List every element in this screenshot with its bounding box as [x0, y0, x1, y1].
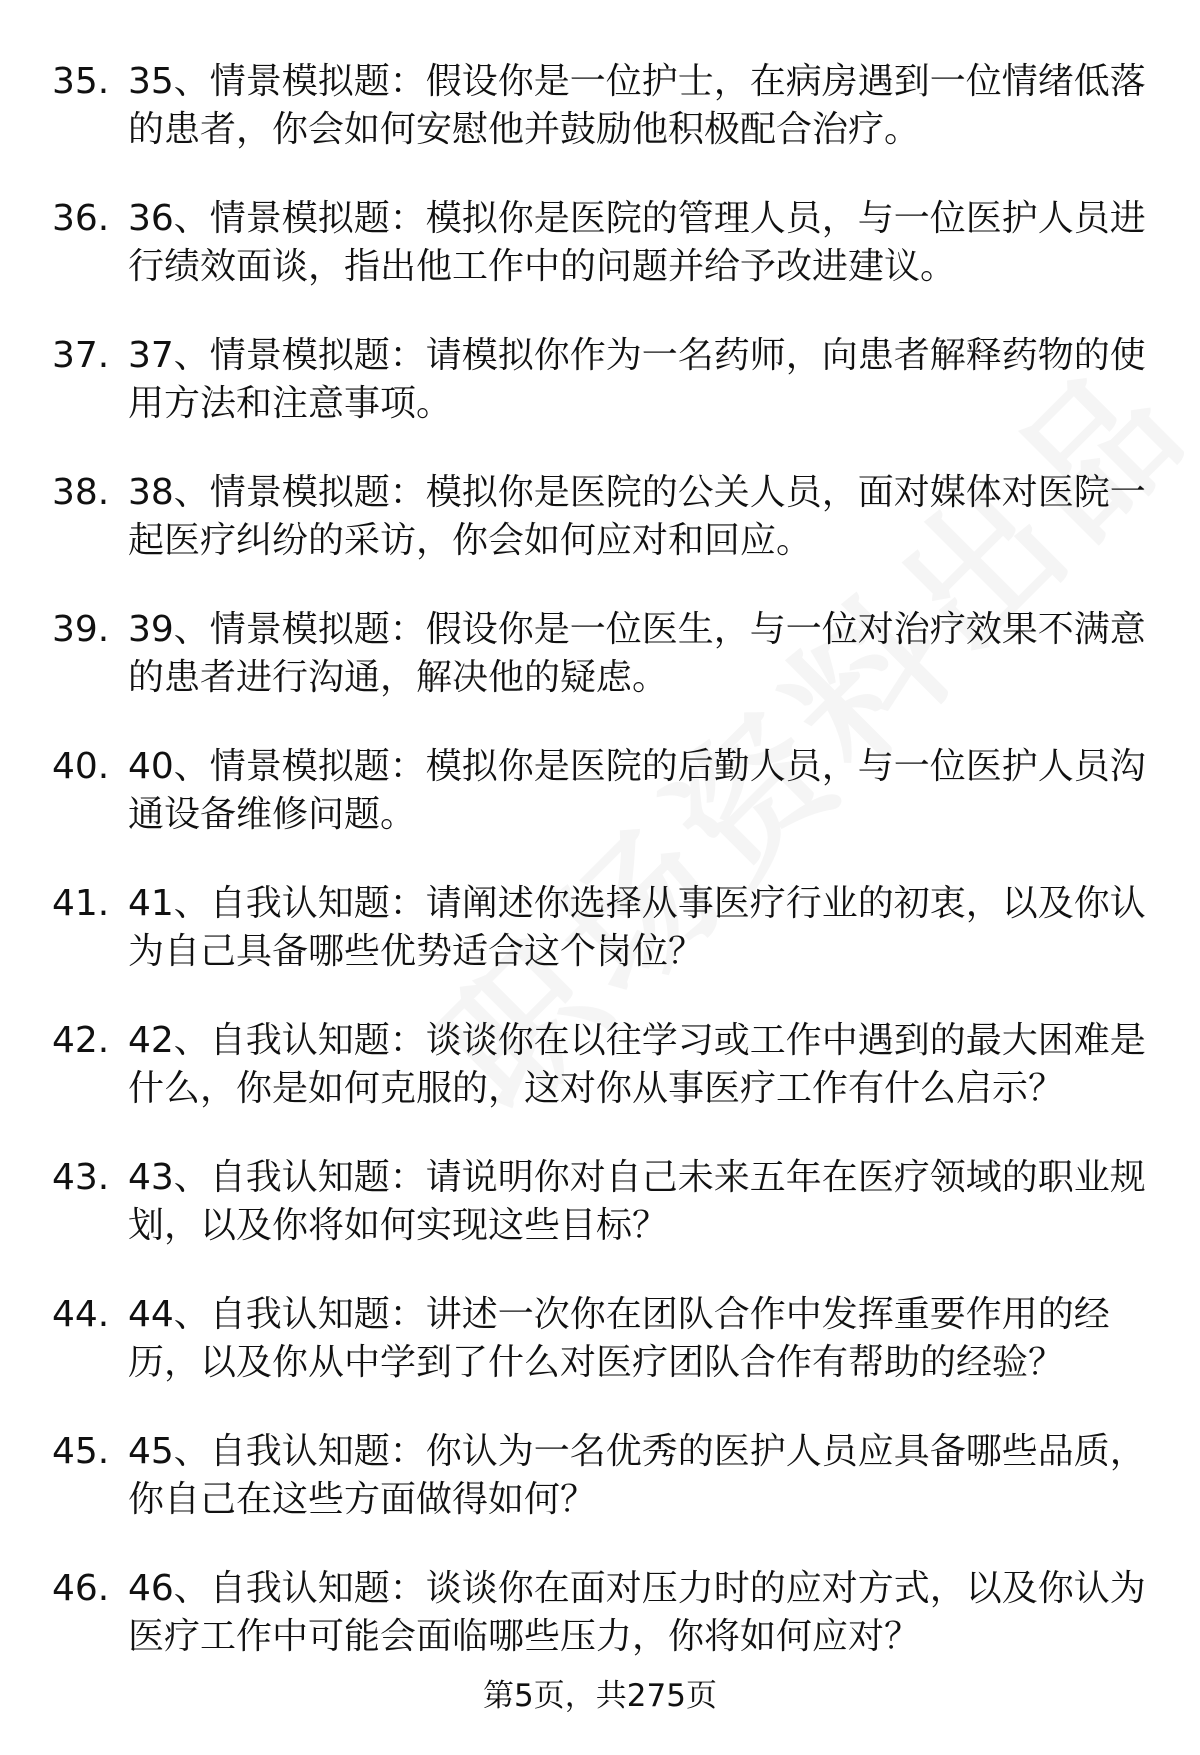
- list-item: [52, 1565, 1152, 1661]
- question-list: [52, 58, 1152, 1702]
- question-number: 46.: [52, 1568, 110, 1609]
- question-number: 35.: [52, 61, 110, 102]
- question-text: 43、自我认知题：请说明你对自己未来五年在医疗领域的职业规划，以及你将如何实现这些目标？: [128, 1157, 1146, 1246]
- question-text: 37、情景模拟题：请模拟你作为一名药师，向患者解释药物的使用方法和注意事项。: [128, 335, 1146, 424]
- question-text: 41、自我认知题：请阐述你选择从事医疗行业的初衷，以及你认为自己具备哪些优势适合这个岗位？: [128, 883, 1146, 972]
- list-item: [52, 469, 1152, 565]
- question-number: 36.: [52, 198, 110, 239]
- question-text: 40、情景模拟题：模拟你是医院的后勤人员，与一位医护人员沟通设备维修问题。: [128, 746, 1146, 835]
- question-text: 44、自我认知题：讲述一次你在团队合作中发挥重要作用的经历，以及你从中学到了什么对医疗团队合作有帮助的经验？: [128, 1294, 1110, 1383]
- question-text: 38、情景模拟题：模拟你是医院的公关人员，面对媒体对医院一起医疗纠纷的采访，你会如何应对和回应。: [128, 472, 1146, 561]
- question-number: 45.: [52, 1431, 110, 1472]
- list-item: [52, 58, 1152, 154]
- list-item: [52, 332, 1152, 428]
- question-number: 44.: [52, 1294, 110, 1335]
- page-footer: 第5页，共275页: [483, 1678, 717, 1714]
- question-number: 43.: [52, 1157, 110, 1198]
- list-item: [52, 1428, 1152, 1524]
- question-text: 42、自我认知题：谈谈你在以往学习或工作中遇到的最大困难是什么，你是如何克服的，这对你从事医疗工作有什么启示？: [128, 1020, 1146, 1109]
- question-text: 46、自我认知题：谈谈你在面对压力时的应对方式，以及你认为医疗工作中可能会面临哪些压力，你将如何应对？: [128, 1568, 1146, 1657]
- question-text: 39、情景模拟题：假设你是一位医生，与一位对治疗效果不满意的患者进行沟通，解决他的疑虑。: [128, 609, 1146, 698]
- question-text: 36、情景模拟题：模拟你是医院的管理人员，与一位医护人员进行绩效面谈，指出他工作中的问题并给予改进建议。: [128, 198, 1146, 287]
- list-item: [52, 743, 1152, 839]
- question-number: 42.: [52, 1020, 110, 1061]
- list-item: [52, 1291, 1152, 1387]
- question-number: 38.: [52, 472, 110, 513]
- list-item: [52, 1017, 1152, 1113]
- question-text: 45、自我认知题：你认为一名优秀的医护人员应具备哪些品质，你自己在这些方面做得如何？: [128, 1431, 1146, 1520]
- list-item: [52, 880, 1152, 976]
- question-number: 39.: [52, 609, 110, 650]
- list-item: [52, 195, 1152, 291]
- list-item: [52, 1154, 1152, 1250]
- question-number: 37.: [52, 335, 110, 376]
- question-number: 41.: [52, 883, 110, 924]
- question-text: 35、情景模拟题：假设你是一位护士，在病房遇到一位情绪低落的患者，你会如何安慰他并鼓励他积极配合治疗。: [128, 61, 1146, 150]
- question-number: 40.: [52, 746, 110, 787]
- list-item: [52, 606, 1152, 702]
